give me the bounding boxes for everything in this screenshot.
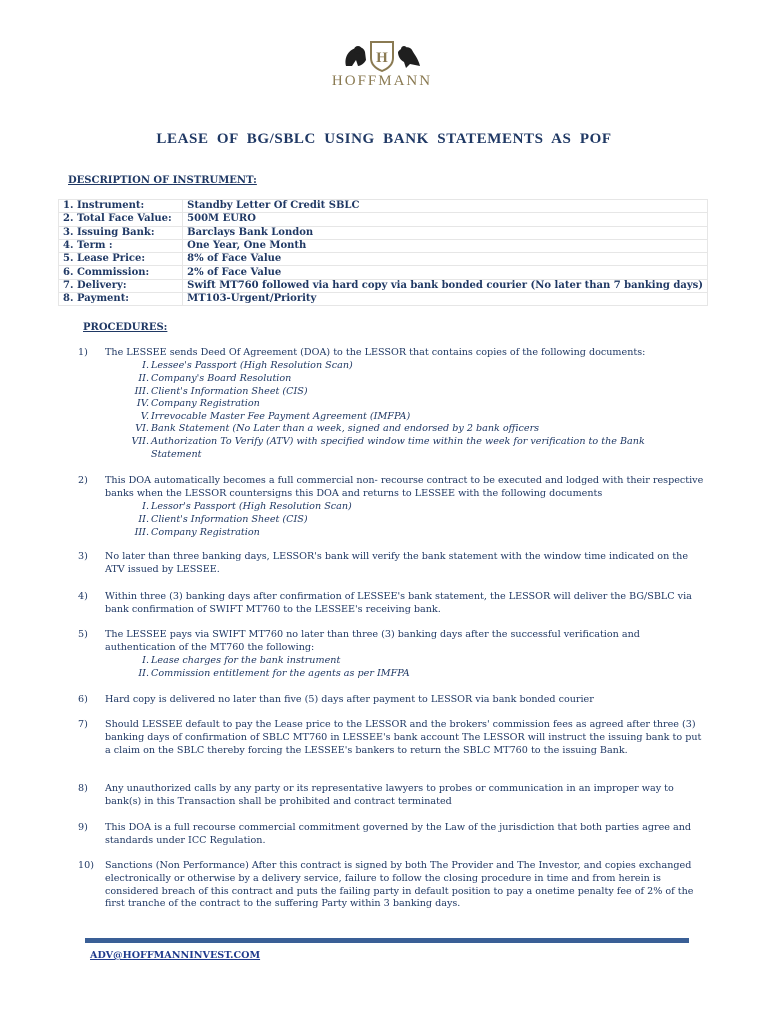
table-row bbox=[59, 239, 708, 252]
procedure-number: 5) bbox=[78, 629, 88, 640]
row-value: Swift MT760 followed via hard copy via bank bonded courier (No later than 7 banking days) bbox=[183, 279, 708, 292]
procedure-number: 3) bbox=[78, 551, 88, 562]
row-label-cell bbox=[59, 253, 183, 266]
row-number: 4. bbox=[63, 240, 74, 252]
footer-divider bbox=[85, 938, 689, 943]
table-row bbox=[59, 293, 708, 306]
sub-text: Bank Statement (No Later than a week, signed and endorsed by 2 bank officers bbox=[151, 423, 540, 434]
procedure-number: 10) bbox=[78, 860, 94, 871]
sub-number: I. bbox=[142, 501, 149, 512]
description-heading: DESCRIPTION OF INSTRUMENT: bbox=[68, 175, 257, 186]
row-value: MT103-Urgent/Priority bbox=[183, 293, 708, 306]
row-number: 2. bbox=[63, 213, 74, 225]
table-row bbox=[59, 213, 708, 226]
procedure-text: Sanctions (Non Performance) After this contract is signed by both The Provider and The Investor, and copies exchanged electronically or otherwise by a delivery service, failure to follow the closing procedure in time and from herein is considered breach of this contract and puts the failing party in default position to pay a onetime penalty fee of 2% of the first tranche of the contract to the suffering Party within 3 banking days. bbox=[105, 860, 694, 910]
sub-number: I. bbox=[142, 655, 149, 666]
procedure-text: No later than three banking days, LESSOR's bank will verify the bank statement with the window time indicated on the ATV issued by LESSEE. bbox=[105, 551, 689, 575]
document-title: LEASE OF BG/SBLC USING BANK STATEMENTS AS POF bbox=[156, 131, 612, 147]
row-label: Instrument: bbox=[76, 200, 145, 212]
procedures-heading: PROCEDURES: bbox=[83, 322, 168, 333]
procedure-text: Hard copy is delivered no later than five (5) days after payment to LESSOR via bank bonded courier bbox=[105, 694, 594, 705]
row-number: 6. bbox=[63, 266, 74, 278]
sub-text: Authorization To Verify (ATV) with specified window time within the week for verification to the Bank Statement bbox=[151, 436, 645, 460]
procedure-number: 4) bbox=[78, 591, 88, 602]
row-number: 5. bbox=[63, 253, 74, 265]
row-number: 3. bbox=[63, 226, 74, 238]
sub-number: II. bbox=[138, 373, 149, 384]
sub-text: Client's Information Sheet (CIS) bbox=[151, 514, 308, 525]
crest-with-lion-and-eagle-icon bbox=[340, 38, 424, 72]
row-number: 8. bbox=[63, 293, 74, 305]
procedure-text: The LESSEE pays via SWIFT MT760 no later than three (3) banking days after the successful verification and authentication of the MT760 the following: bbox=[105, 629, 640, 653]
row-label-cell bbox=[59, 239, 183, 252]
row-label-cell bbox=[59, 293, 183, 306]
row-label: Commission: bbox=[76, 266, 150, 278]
sub-number: II. bbox=[138, 668, 149, 679]
sub-text: Irrevocable Master Fee Payment Agreement (IMFPA) bbox=[151, 411, 411, 422]
procedure-text: The LESSEE sends Deed Of Agreement (DOA) to the LESSOR that contains copies of the following documents: bbox=[105, 347, 646, 358]
row-label-cell bbox=[59, 213, 183, 226]
procedure-text: This DOA automatically becomes a full commercial non- recourse contract to be executed and lodged with their respective banks when the LESSOR countersigns this DOA and returns to LESSEE with the following documents bbox=[105, 475, 704, 499]
table-row bbox=[59, 253, 708, 266]
row-number: 7. bbox=[63, 279, 74, 291]
row-value: Standby Letter Of Credit SBLC bbox=[183, 200, 708, 213]
sub-number: III. bbox=[134, 386, 149, 397]
row-value: Barclays Bank London bbox=[183, 226, 708, 239]
row-label: Delivery: bbox=[76, 279, 127, 291]
row-label: Term : bbox=[76, 240, 113, 252]
sub-text: Client's Information Sheet (CIS) bbox=[151, 386, 308, 397]
table-row bbox=[59, 226, 708, 239]
procedure-number: 1) bbox=[78, 347, 88, 358]
email-link[interactable]: ADV@HOFFMANNINVEST.COM bbox=[90, 950, 261, 961]
sub-number: I. bbox=[142, 360, 149, 371]
procedure-number: 2) bbox=[78, 475, 88, 486]
sub-text: Lessee's Passport (High Resolution Scan) bbox=[151, 360, 353, 371]
table-row bbox=[59, 200, 708, 213]
hoffmann-logo bbox=[322, 38, 442, 96]
sub-number: VI. bbox=[135, 423, 149, 434]
row-label-cell bbox=[59, 200, 183, 213]
sub-number: II. bbox=[138, 514, 149, 525]
row-label-cell bbox=[59, 266, 183, 279]
sub-text: Company Registration bbox=[151, 398, 260, 409]
svg-text:H: H bbox=[376, 50, 388, 66]
table-row bbox=[59, 279, 708, 292]
procedure-text: Within three (3) banking days after confirmation of LESSEE's bank statement, the LESSOR will deliver the BG/SBLC via bank confirmation of SWIFT MT760 to the LESSEE's receiving bank. bbox=[105, 591, 692, 615]
row-label-cell bbox=[59, 226, 183, 239]
row-label: Issuing Bank: bbox=[76, 226, 155, 238]
sub-text: Company Registration bbox=[151, 527, 260, 538]
sub-text: Commission entitlement for the agents as per IMFPA bbox=[151, 668, 410, 679]
procedure-text: This DOA is a full recourse commercial commitment governed by the Law of the jurisdiction that both parties agree and standards under ICC Regulation. bbox=[105, 822, 692, 846]
brand-name: HOFFMANN bbox=[331, 73, 433, 89]
sub-text: Company's Board Resolution bbox=[151, 373, 292, 384]
row-number: 1. bbox=[63, 200, 74, 212]
row-label: Lease Price: bbox=[76, 253, 146, 265]
sub-number: IV. bbox=[136, 398, 149, 409]
sub-number: III. bbox=[134, 527, 149, 538]
sub-number: V. bbox=[140, 411, 149, 422]
sub-number: VII. bbox=[131, 436, 149, 447]
row-value: 500M EURO bbox=[183, 213, 708, 226]
procedure-number: 6) bbox=[78, 694, 88, 705]
row-label: Total Face Value: bbox=[76, 213, 172, 225]
procedure-number: 8) bbox=[78, 783, 88, 794]
procedure-number: 9) bbox=[78, 822, 88, 833]
procedure-number: 7) bbox=[78, 719, 88, 730]
sub-text: Lessor's Passport (High Resolution Scan) bbox=[151, 501, 352, 512]
procedure-text: Any unauthorized calls by any party or its representative lawyers to probes or communication in an improper way to bank(s) in this Transaction shall be prohibited and contract terminated bbox=[105, 783, 674, 807]
row-value: One Year, One Month bbox=[183, 239, 708, 252]
instrument-table bbox=[58, 199, 708, 306]
row-label: Payment: bbox=[76, 293, 130, 305]
table-row bbox=[59, 266, 708, 279]
sub-text: Lease charges for the bank instrument bbox=[151, 655, 341, 666]
row-value: 2% of Face Value bbox=[183, 266, 708, 279]
row-label-cell bbox=[59, 279, 183, 292]
row-value: 8% of Face Value bbox=[183, 253, 708, 266]
procedure-text: Should LESSEE default to pay the Lease price to the LESSOR and the brokers' commission fees as agreed after three (3) banking days of confirmation of SBLC MT760 in LESSEE's bank account The LESSOR will instruct the issuing bank to put a claim on the SBLC thereby forcing the LESSEE's bankers to return the SBLC MT760 to the issuing Bank. bbox=[105, 719, 702, 756]
